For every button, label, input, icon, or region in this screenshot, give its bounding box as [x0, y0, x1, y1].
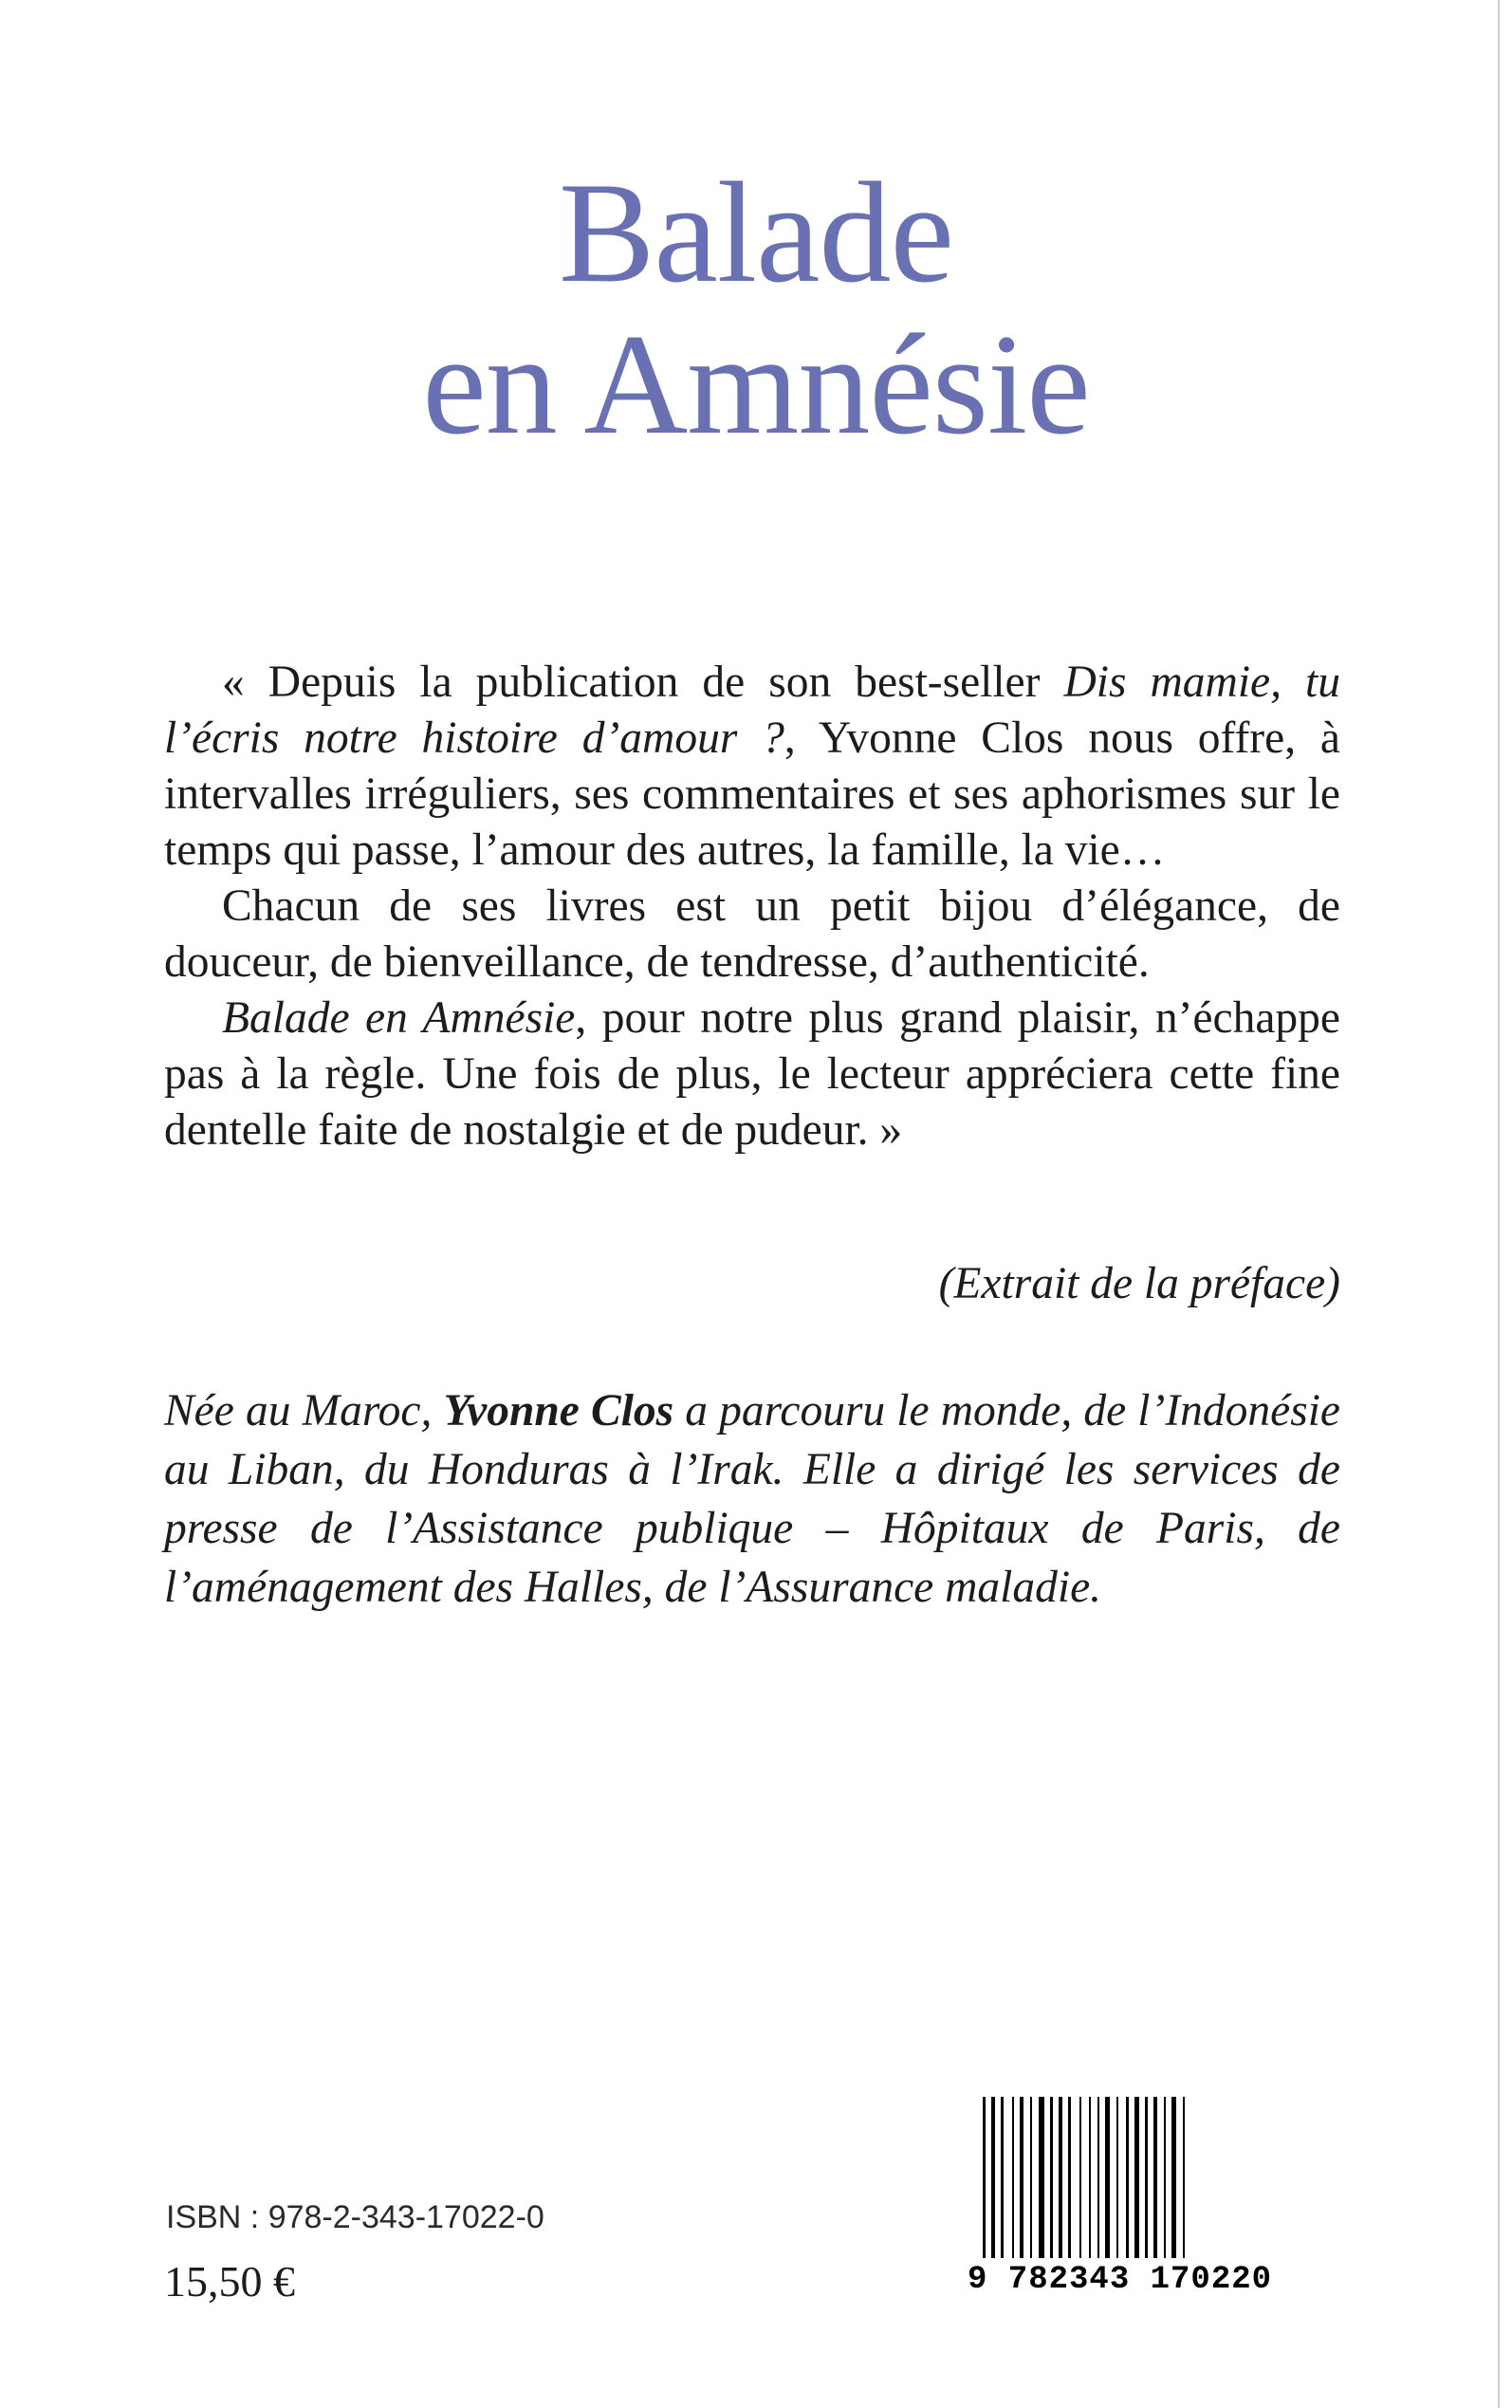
blurb-p1-open: « Depuis la publication de son best-seller: [222, 658, 1064, 707]
author-name: Yvonne Clos: [443, 1386, 674, 1436]
blurb-p1-rest: , Yvonne Clos nous offre, à intervalles irréguliers, ses commentaires et ses aphorismes sur le temps qui passe, l’amour des autres, la famille, la vie…: [164, 713, 1340, 875]
book-title-line-1: Balade: [558, 153, 953, 312]
blurb-p3-rest: , pour notre plus grand plaisir, n’échappe pas à la règle. Une fois de plus, le lecteur appréciera cette fine dentelle faite de nostalgie et de pudeur. »: [164, 993, 1340, 1155]
bio-after: a parcouru le monde, de l’Indonésie au Liban, du Honduras à l’Irak. Elle a dirigé les services de presse de l’Assistance publique – Hôpitaux de Paris, de l’aménagement des Halles, de l’Assurance maladie.: [164, 1386, 1340, 1612]
blurb-paragraph-1: [164, 655, 1340, 879]
blurb-paragraph-3: [164, 991, 1340, 1158]
book-title-line-2: en Amnésie: [422, 305, 1090, 464]
price: 15,50 €: [164, 2257, 295, 2306]
bio-before: Née au Maroc,: [164, 1386, 444, 1436]
blurb-p1-book-reference: Dis mamie, tu l’écris notre histoire d’amour ?: [164, 658, 1340, 763]
blurb-paragraph-2: Chacun de ses livres est un petit bijou d’élégance, de douceur, de bienveillance, de tendresse, d’authenticité.: [164, 881, 1340, 987]
preface-source: (Extrait de la préface): [938, 1259, 1340, 1308]
blurb-p3-title: Balade en Amnésie: [222, 993, 576, 1043]
book-title: [0, 153, 1512, 464]
barcode-bars: [968, 2097, 1318, 2258]
back-cover-blurb: [164, 655, 1340, 1158]
author-bio: [164, 1381, 1340, 1617]
barcode-digits: 9 782343 170220: [968, 2262, 1273, 2298]
isbn: ISBN : 978-2-343-17022-0: [166, 2199, 544, 2235]
